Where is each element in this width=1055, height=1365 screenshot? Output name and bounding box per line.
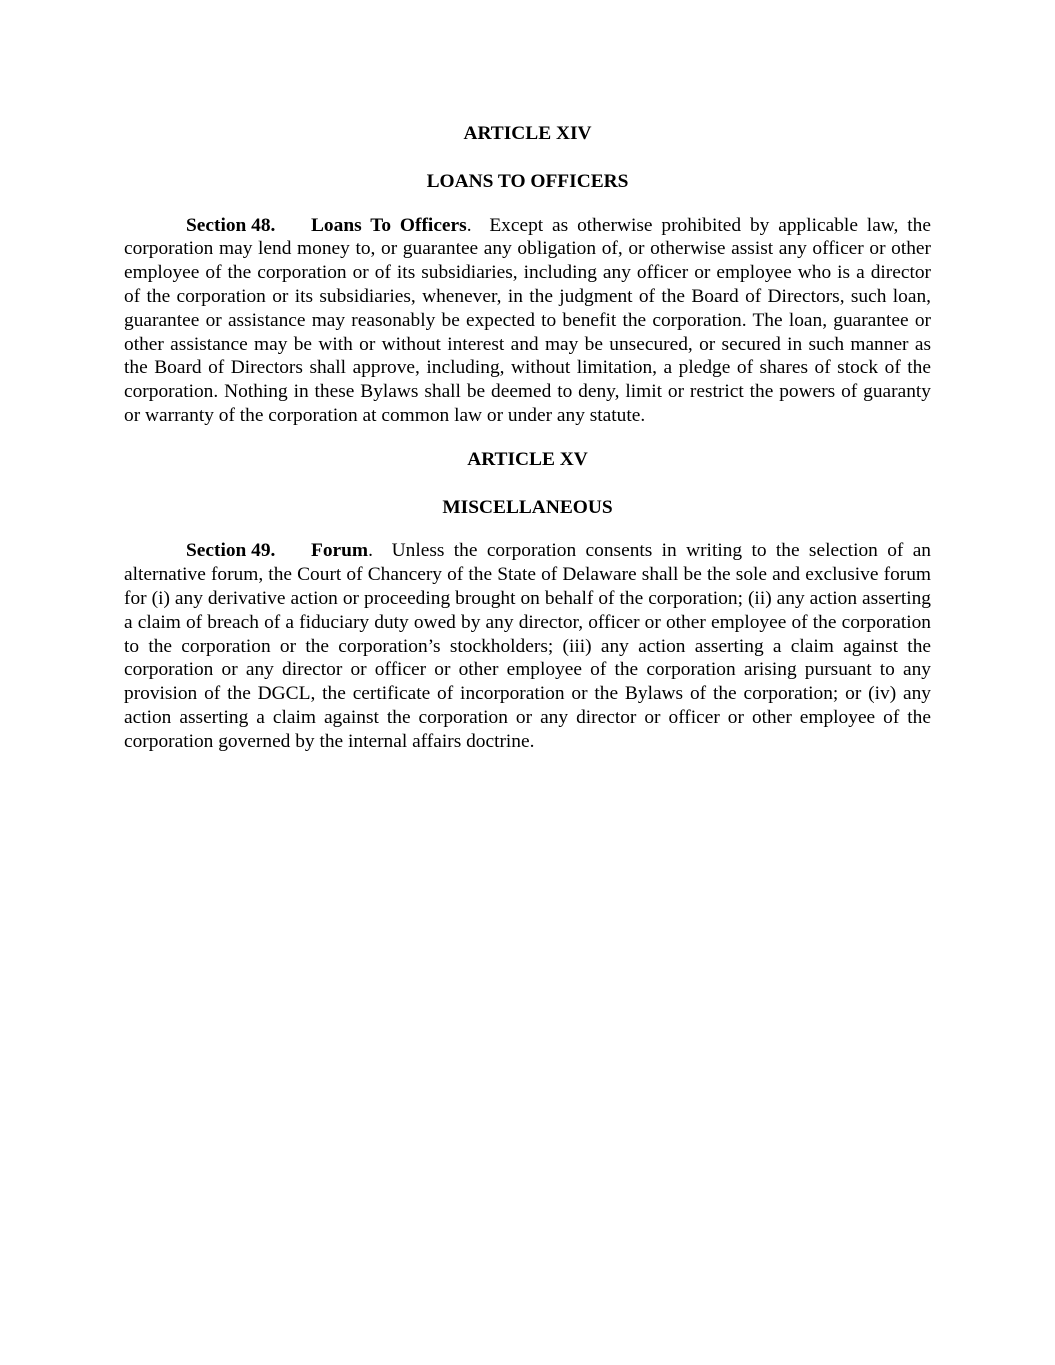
- section-number: Section 48.: [186, 214, 276, 236]
- article-heading: ARTICLE XIV: [463, 123, 592, 144]
- article-xv: [124, 448, 931, 754]
- section-paragraph: [124, 539, 931, 753]
- section-title: Loans To Officers: [311, 214, 467, 236]
- section-number: Section 49.: [186, 540, 276, 562]
- article-title: MISCELLANEOUS: [442, 496, 613, 518]
- document-page: [124, 122, 931, 754]
- section-title: Forum: [311, 540, 369, 562]
- article-xiv: [124, 122, 931, 428]
- article-title: LOANS TO OFFICERS: [426, 170, 629, 192]
- section-body: Except as otherwise prohibited by applicable law, the corporation may lend money to, or guarantee any obligation of, or otherwise assist any officer or other employee of the corporation or of its subsidiaries, including any officer or employee who is a director of the corporation or its subsidiaries, whenever, in the judgment of the Board of Directors, such loan, guarantee or assistance may reasonably be expected to benefit the corporation. The loan, guarantee or other assistance may be with or without interest and may be unsecured, or secured in such manner as the Board of Directors shall approve, including, without limitation, a pledge of shares of stock of the corporation. Nothing in these Bylaws shall be deemed to deny, limit or restrict the powers of guaranty or warranty of the corporation at common law or under any statute.: [124, 214, 931, 426]
- section-title-suffix: .: [368, 540, 373, 562]
- section-body: Unless the corporation consents in writing to the selection of an alternative forum, the Court of Chancery of the State of Delaware shall be the sole and exclusive forum for (i) any derivative action or proceeding brought on behalf of the corporation; (ii) any action asserting a claim of breach of a fiduciary duty owed by any director, officer or other employee of the corporation to the corporation or the corporation’s stockholders; (iii) any action asserting a claim against the corporation or any director or officer or other employee of the corporation arising pursuant to any provision of the DGCL, the certificate of incorporation or the Bylaws of the corporation; or (iv) any action asserting a claim against the corporation or any director or officer or other employee of the corporation governed by the internal affairs doctrine.: [124, 540, 931, 752]
- section-paragraph: [124, 214, 931, 428]
- section-title-suffix: .: [466, 214, 472, 236]
- article-heading: ARTICLE XV: [467, 448, 588, 470]
